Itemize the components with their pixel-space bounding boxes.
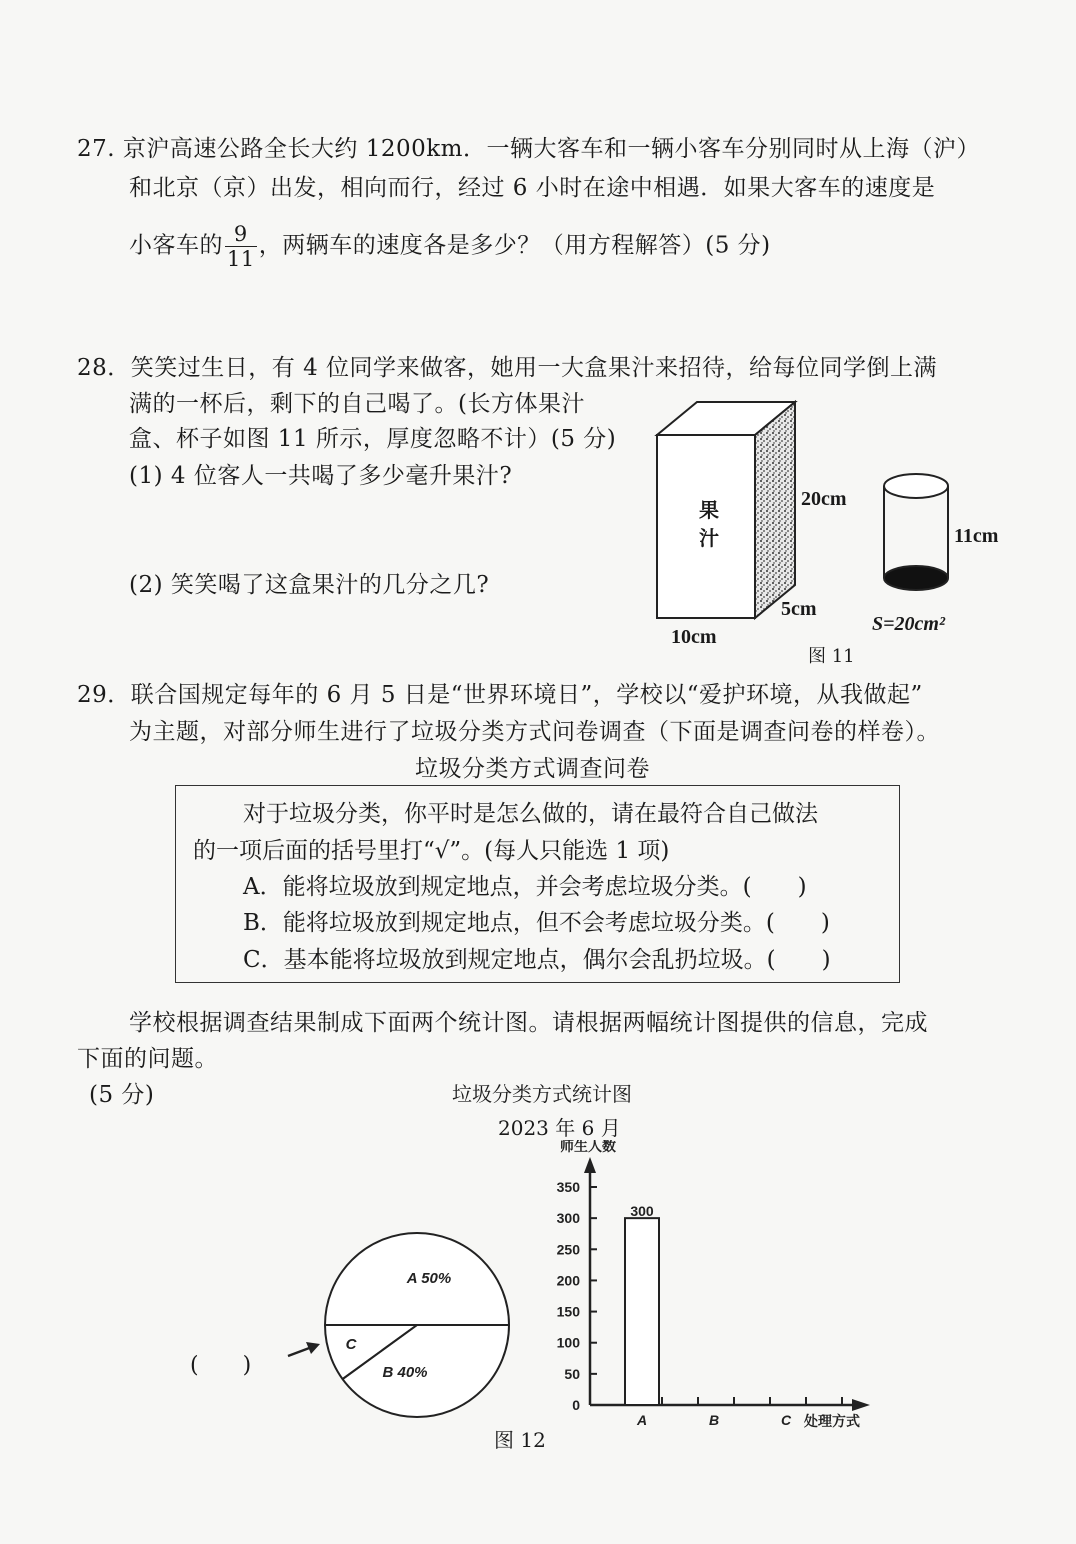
- survey-paragraph-2: 的一项后面的括号里打“√”。(每人只能选 1 项): [193, 838, 670, 864]
- x-axis-label: 处理方式: [804, 1414, 860, 1430]
- bar-A: [625, 1218, 659, 1405]
- q28-sub-question-2: (2) 笑笑喝了这盒果汁的几分之几?: [129, 572, 490, 598]
- bar-chart: [540, 1140, 890, 1440]
- q27-line-3-pre: 小客车的: [129, 232, 223, 259]
- x-axis-arrow: [852, 1399, 870, 1411]
- y-tick-label-0: 0: [572, 1397, 580, 1413]
- survey-title: 垃圾分类方式调查问卷: [415, 756, 650, 782]
- pie-blank: ( ): [190, 1353, 252, 1378]
- survey-paragraph-1: 对于垃圾分类，你平时是怎么做的，请在最符合自己做法: [243, 801, 818, 827]
- fraction-numerator: 9: [225, 222, 257, 247]
- q27-line-1: 27. 京沪高速公路全长大约 1200km．一辆大客车和一辆小客车分别同时从上海（沪）: [77, 136, 980, 162]
- juice-box-label-1: 果: [699, 498, 719, 522]
- survey-option-c: C．基本能将垃圾放到规定地点，偶尔会乱扔垃圾。( ): [243, 947, 831, 973]
- q29-after-line-1: 学校根据调查结果制成下面两个统计图。请根据两幅统计图提供的信息，完成: [129, 1010, 928, 1036]
- q27-line-3-post: ，两辆车的速度各是多少？（用方程解答）(5 分): [258, 232, 771, 259]
- y-tick-label-150: 150: [556, 1303, 580, 1320]
- y-tick-label-100: 100: [556, 1334, 580, 1351]
- cup-top: [884, 474, 948, 498]
- pie-label-1: B 40%: [382, 1364, 428, 1381]
- pie-label-0: A 50%: [406, 1270, 452, 1287]
- bar-value-label-A: 300: [630, 1203, 654, 1220]
- survey-box: [175, 785, 900, 983]
- arrow-icon: [288, 1342, 320, 1356]
- chart-date: 2023 年 6 月: [498, 1116, 621, 1140]
- juice-box-side: [755, 402, 795, 618]
- x-category-label-C: C: [780, 1412, 792, 1428]
- q28-line-1: 28．笑笑过生日，有 4 位同学来做客，她用一大盒果汁来招待，给每位同学倒上满: [77, 355, 938, 381]
- box-depth-label: 5cm: [781, 598, 817, 620]
- q28-line-2: 满的一杯后，剩下的自己喝了。(长方体果汁: [129, 391, 585, 417]
- y-tick-label-300: 300: [556, 1210, 580, 1227]
- pie-chart: [180, 1220, 540, 1420]
- y-tick-label-350: 350: [556, 1179, 580, 1195]
- juice-box: [657, 402, 795, 618]
- box-height-label: 20cm: [801, 488, 847, 510]
- y-tick-label-50: 50: [564, 1365, 580, 1382]
- cup-bottom: [884, 566, 948, 590]
- juice-box-label-2: 汁: [699, 526, 719, 550]
- box-width-label: 10cm: [671, 626, 717, 648]
- q28-line-3: 盒、杯子如图 11 所示，厚度忽略不计）(5 分): [129, 426, 617, 452]
- y-tick-label-250: 250: [556, 1241, 580, 1258]
- survey-option-a: A．能将垃圾放到规定地点，并会考虑垃圾分类。( ): [243, 874, 807, 900]
- figure-11-caption: 图 11: [808, 646, 855, 667]
- q29-line-2: 为主题，对部分师生进行了垃圾分类方式问卷调查（下面是调查问卷的样卷）。: [129, 719, 940, 745]
- q29-line-1: 29．联合国规定每年的 6 月 5 日是“世界环境日”，学校以“爱护环境，从我做起”: [77, 682, 923, 708]
- x-category-label-A: A: [636, 1412, 648, 1428]
- q27-line-2: 和北京（京）出发，相向而行，经过 6 小时在途中相遇．如果大客车的速度是: [129, 175, 936, 201]
- cup: [884, 474, 948, 590]
- q29-after-line-2: 下面的问题。: [77, 1046, 218, 1072]
- figure-12-caption: 图 12: [494, 1428, 546, 1452]
- x-category-label-B: B: [708, 1412, 720, 1428]
- y-axis-label: 师生人数: [560, 1140, 616, 1155]
- y-tick-label-200: 200: [556, 1272, 580, 1289]
- chart-title: 垃圾分类方式统计图: [452, 1082, 632, 1106]
- y-axis-arrow: [584, 1157, 596, 1173]
- q29-score: (5 分): [89, 1082, 155, 1108]
- survey-option-b: B．能将垃圾放到规定地点，但不会考虑垃圾分类。( ): [243, 910, 830, 936]
- cup-height-label: 11cm: [954, 525, 999, 547]
- cup-area-label: S=20cm²: [872, 613, 945, 635]
- fraction-9-11: [225, 222, 257, 271]
- fraction-denominator: 11: [227, 247, 255, 271]
- q27-line-3: [129, 222, 771, 271]
- q28-sub-question-1: (1) 4 位客人一共喝了多少毫升果汁?: [129, 463, 513, 489]
- pie-label-2: C: [345, 1336, 357, 1353]
